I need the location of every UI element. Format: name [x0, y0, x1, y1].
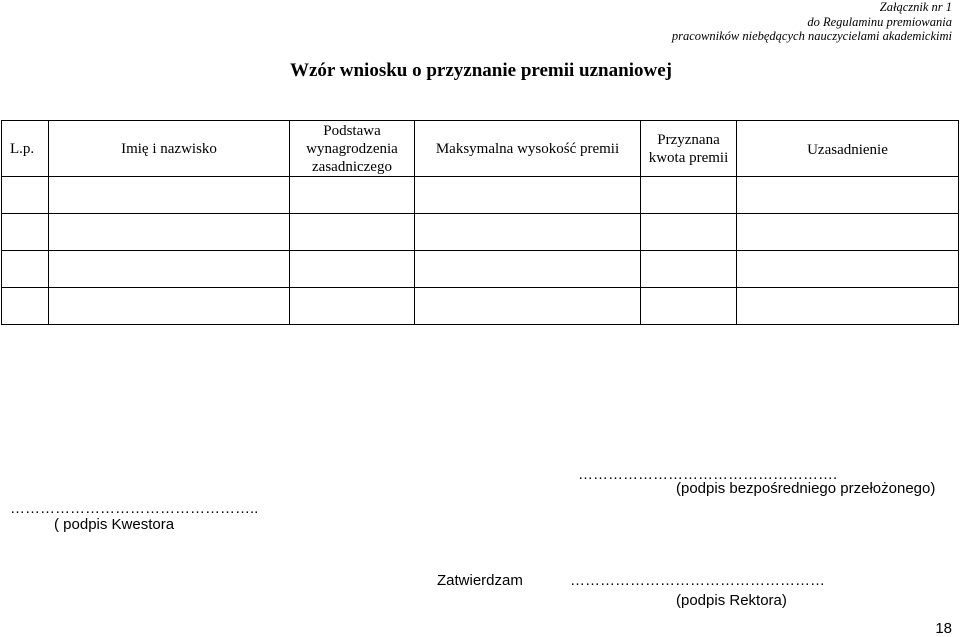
header-name: Imię i nazwisko: [49, 121, 290, 177]
rector-signature-line: ……………………………………………: [570, 572, 825, 589]
annex-line-2: do Regulaminu premiowania: [807, 14, 952, 29]
cell-justification: [737, 251, 959, 288]
cell-granted: [641, 288, 737, 325]
header-granted-line-2: kwota premii: [648, 149, 729, 166]
cell-lp: [2, 214, 49, 251]
table-header-row: [2, 121, 959, 177]
document-title: Wzór wniosku o przyznanie premii uznaniowej: [290, 60, 672, 81]
page-number: 18: [935, 620, 952, 637]
header-basis-line-2: wynagrodzenia: [306, 140, 398, 157]
cell-lp: [2, 288, 49, 325]
approve-label: Zatwierdzam: [437, 572, 523, 589]
annex-note: [672, 0, 952, 44]
cell-granted: [641, 177, 737, 214]
table-row: [2, 214, 959, 251]
annex-line-3: pracowników niebędących nauczycielami akademickimi: [671, 29, 952, 43]
cell-granted: [641, 251, 737, 288]
header-basis-line-3: zasadniczego: [312, 158, 392, 175]
header-granted-line-1: Przyznana: [657, 131, 720, 148]
cell-lp: [2, 177, 49, 214]
header-max-bonus: Maksymalna wysokość premii: [415, 121, 641, 177]
cell-basis: [290, 177, 415, 214]
cell-justification: [737, 177, 959, 214]
quaestor-signature-line: …………………………………………..: [10, 500, 259, 517]
cell-basis: [290, 214, 415, 251]
cell-basis: [290, 251, 415, 288]
header-basis: [290, 121, 415, 177]
cell-max: [415, 251, 641, 288]
header-lp: L.p.: [2, 121, 49, 177]
header-basis-line-1: Podstawa: [323, 122, 381, 139]
cell-name: [49, 214, 290, 251]
table-row: [2, 251, 959, 288]
header-granted: [641, 121, 737, 177]
cell-max: [415, 214, 641, 251]
cell-name: [49, 288, 290, 325]
cell-lp: [2, 251, 49, 288]
cell-justification: [737, 288, 959, 325]
rector-signature-label: (podpis Rektora): [676, 592, 787, 609]
header-justification: Uzasadnienie: [737, 121, 959, 177]
application-table: [1, 120, 959, 325]
cell-name: [49, 177, 290, 214]
quaestor-signature-label: ( podpis Kwestora: [54, 516, 175, 533]
supervisor-signature-line: …………………………………………….: [578, 466, 838, 483]
supervisor-signature-label: (podpis bezpośredniego przełożonego): [676, 480, 936, 497]
annex-line-1: Załącznik nr 1: [879, 0, 952, 14]
cell-max: [415, 177, 641, 214]
cell-name: [49, 251, 290, 288]
table-row: [2, 177, 959, 214]
table-row: [2, 288, 959, 325]
cell-basis: [290, 288, 415, 325]
cell-granted: [641, 214, 737, 251]
cell-max: [415, 288, 641, 325]
cell-justification: [737, 214, 959, 251]
